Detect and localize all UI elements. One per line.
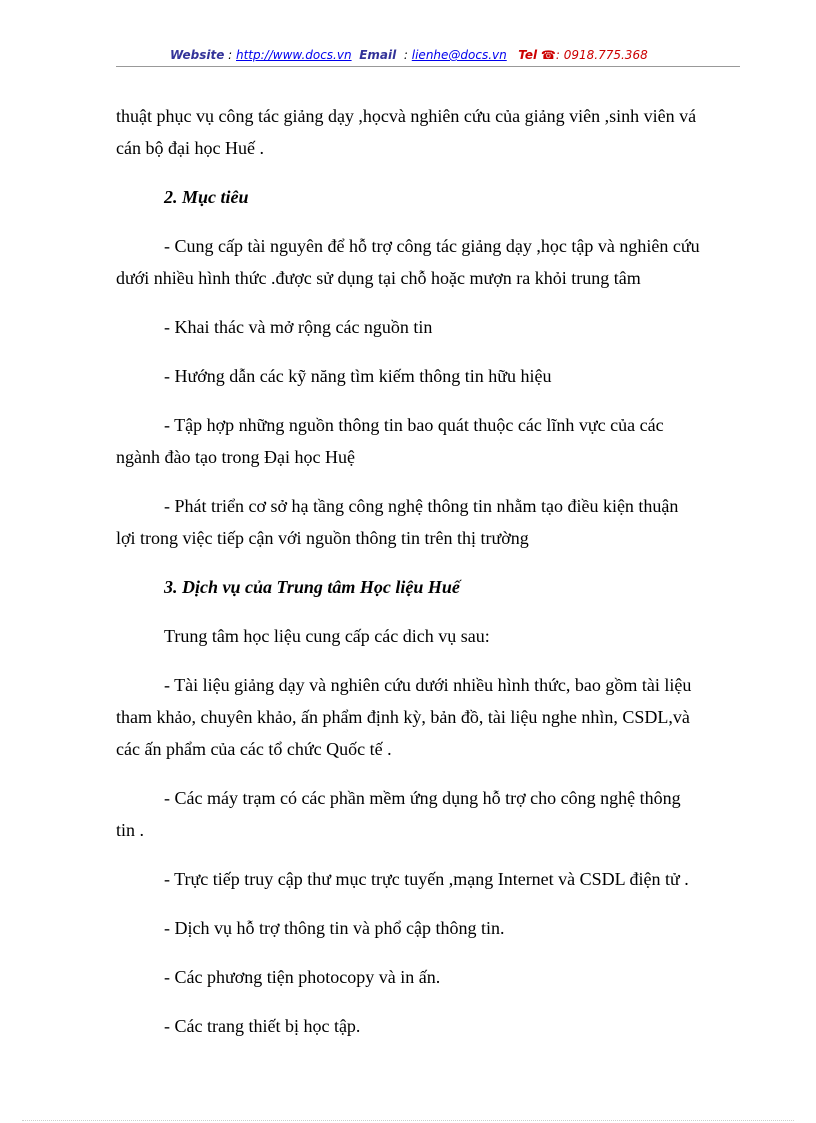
paragraph-service-5: - Các phương tiện photocopy và in ấn. bbox=[164, 967, 441, 987]
text-line: - Phát triển cơ sở hạ tầng công nghệ thông tin nhằm tạo điều kiện thuận bbox=[164, 496, 679, 516]
text-line: dưới nhiều hình thức .được sử dụng tại chỗ hoặc mượn ra khỏi trung tâm bbox=[116, 268, 641, 288]
text-line: - Cung cấp tài nguyên để hỗ trợ công tác giảng dạy ,học tập và nghiên cứu bbox=[164, 236, 700, 256]
text-line: thuật phục vụ công tác giảng dạy ,họcvà nghiên cứu của giảng viên ,sinh viên vá bbox=[116, 106, 697, 126]
document-body bbox=[116, 100, 740, 1042]
text-line: - Tài liệu giảng dạy và nghiên cứu dưới nhiều hình thức, bao gồm tài liệu bbox=[164, 675, 692, 695]
paragraph-objective-1 bbox=[116, 230, 740, 294]
paragraph-service-4: - Dịch vụ hỗ trợ thông tin và phổ cập thông tin. bbox=[164, 918, 505, 938]
paragraph-services-intro: Trung tâm học liệu cung cấp các dich vụ sau: bbox=[164, 626, 490, 646]
section-heading-2: 2. Mục tiêu bbox=[164, 187, 249, 207]
tel-label: Tel bbox=[518, 48, 538, 62]
text-line: ngành đào tạo trong Đại học Huệ bbox=[116, 447, 355, 467]
section-heading-3: 3. Dịch vụ của Trung tâm Học liệu Huế bbox=[164, 577, 460, 597]
website-separator: : bbox=[224, 48, 236, 62]
phone-icon: ☎ bbox=[540, 48, 556, 62]
email-link[interactable]: lienhe@docs.vn bbox=[411, 48, 507, 62]
paragraph-service-6: - Các trang thiết bị học tập. bbox=[164, 1016, 361, 1036]
text-line: các ấn phẩm của các tổ chức Quốc tế . bbox=[116, 739, 392, 759]
paragraph-objective-4 bbox=[116, 409, 740, 473]
text-line: tin . bbox=[116, 820, 145, 840]
text-line: tham khảo, chuyên khảo, ấn phẩm định kỳ, bản đồ, tài liệu nghe nhìn, CSDL,và bbox=[116, 707, 690, 727]
paragraph-service-2 bbox=[116, 782, 740, 846]
paragraph-objective-2: - Khai thác và mở rộng các nguồn tin bbox=[164, 317, 433, 337]
paragraph-service-3: - Trực tiếp truy cập thư mục trực tuyến ,mạng Internet và CSDL điện tử . bbox=[164, 869, 689, 889]
paragraph-objective-3: - Hướng dẫn các kỹ năng tìm kiếm thông tin hữu hiệu bbox=[164, 366, 552, 386]
text-line: cán bộ đại học Huế . bbox=[116, 138, 264, 158]
page-header bbox=[170, 48, 648, 62]
paragraph-service-1 bbox=[116, 669, 740, 765]
phone-number: : 0918.775.368 bbox=[555, 48, 648, 62]
paragraph-objective-5 bbox=[116, 490, 740, 554]
website-label: Website bbox=[170, 48, 225, 62]
text-line: - Các máy trạm có các phần mềm ứng dụng hỗ trợ cho công nghệ thông bbox=[164, 788, 681, 808]
email-separator: : bbox=[400, 48, 412, 62]
text-line: - Tập hợp những nguồn thông tin bao quát thuộc các lĩnh vực của các bbox=[164, 415, 664, 435]
text-line: lợi trong việc tiếp cận với nguồn thông tin trên thị trường bbox=[116, 528, 529, 548]
footer-dotted-line bbox=[22, 1120, 794, 1121]
email-label: Email bbox=[359, 48, 397, 62]
paragraph-intro-continuation bbox=[116, 100, 740, 164]
website-link[interactable]: http://www.docs.vn bbox=[236, 48, 352, 62]
header-divider bbox=[116, 66, 740, 67]
